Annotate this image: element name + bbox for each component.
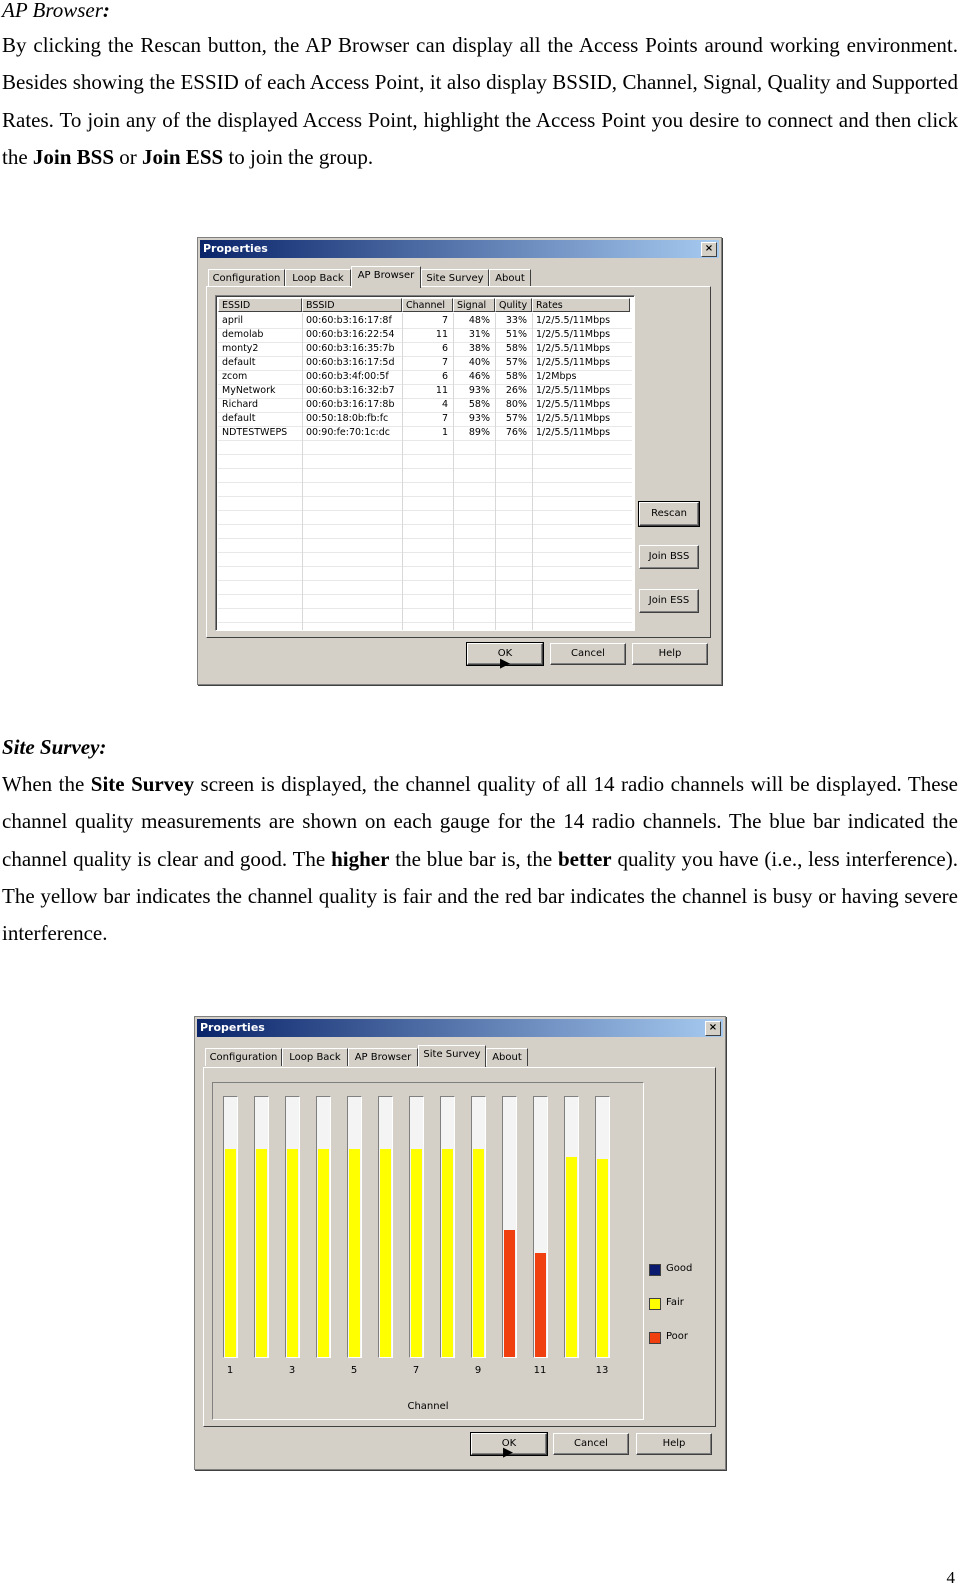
- channel-bar-12: [566, 1157, 577, 1357]
- close-icon[interactable]: ×: [705, 1021, 721, 1036]
- text-run: or: [114, 144, 143, 169]
- channel-gauge-4: [316, 1096, 331, 1358]
- column-divider: [532, 313, 533, 630]
- cell-essid: default: [222, 413, 256, 424]
- cell-rates: 1/2/5.5/11Mbps: [536, 329, 611, 340]
- channel-bar-5: [349, 1149, 360, 1357]
- channel-gauge-1: [223, 1096, 238, 1358]
- channel-gauge-13: [595, 1096, 610, 1358]
- legend-swatch-good: [649, 1264, 661, 1276]
- cell-bssid: 00:60:b3:16:35:7b: [306, 343, 395, 354]
- legend-label-fair: Fair: [666, 1297, 684, 1308]
- table-row[interactable]: [218, 356, 632, 371]
- channel-axis-label: Channel: [407, 1401, 449, 1412]
- properties-dialog-site-survey: [194, 1016, 726, 1470]
- table-row[interactable]: [218, 426, 632, 441]
- tab-ap-browser[interactable]: AP Browser: [351, 266, 421, 288]
- cell-essid: zcom: [222, 371, 248, 382]
- cell-signal: 38%: [468, 343, 490, 354]
- cell-qulity: 76%: [505, 427, 527, 438]
- cell-channel: 6: [441, 371, 448, 382]
- tab-site-survey[interactable]: Site Survey: [418, 1045, 486, 1067]
- cell-bssid: 00:60:b3:4f:00:5f: [306, 371, 389, 382]
- channel-bar-1: [225, 1149, 236, 1357]
- tab-site-survey[interactable]: Site Survey: [421, 269, 489, 287]
- ok-button[interactable]: OK: [471, 1433, 547, 1455]
- table-row[interactable]: [218, 314, 632, 329]
- empty-row: [218, 482, 632, 497]
- legend-label-poor: Poor: [666, 1331, 689, 1342]
- help-button[interactable]: Help: [636, 1433, 712, 1455]
- cell-essid: MyNetwork: [222, 385, 276, 396]
- empty-row: [218, 496, 632, 511]
- cell-qulity: 57%: [505, 413, 527, 424]
- text-run: quality you have (i.e., less interference). The yellow bar indicates the channel quality is fair and the red bar indicates the channel is busy or having severe interference.: [2, 846, 958, 946]
- legend-label-good: Good: [666, 1263, 693, 1274]
- empty-row: [218, 510, 632, 525]
- channel-tick-label: 5: [350, 1365, 358, 1376]
- cell-bssid: 00:60:b3:16:32:b7: [306, 385, 395, 396]
- column-divider: [302, 313, 303, 630]
- close-icon[interactable]: ×: [701, 242, 717, 257]
- site-survey-paragraph: [2, 766, 958, 952]
- cell-essid: april: [222, 315, 244, 326]
- column-header-rates[interactable]: Rates: [532, 298, 630, 312]
- cell-qulity: 58%: [505, 343, 527, 354]
- cell-signal: 48%: [468, 315, 490, 326]
- cell-qulity: 57%: [505, 357, 527, 368]
- cell-signal: 93%: [468, 413, 490, 424]
- cell-bssid: 00:50:18:0b:fb:fc: [306, 413, 389, 424]
- cell-bssid: 00:60:b3:16:22:54: [306, 329, 395, 340]
- channel-gauge-6: [378, 1096, 393, 1358]
- channel-gauge-11: [533, 1096, 548, 1358]
- cell-signal: 40%: [468, 357, 490, 368]
- cell-channel: 7: [441, 357, 448, 368]
- empty-row: [218, 566, 632, 581]
- empty-row: [218, 552, 632, 567]
- empty-row: [218, 580, 632, 595]
- table-row[interactable]: [218, 384, 632, 399]
- channel-tick-label: 3: [288, 1365, 296, 1376]
- rescan-button[interactable]: Rescan: [639, 502, 699, 526]
- page-number: 4: [946, 1568, 955, 1587]
- dialog-titlebar: Properties ×: [200, 240, 719, 258]
- empty-row: [218, 594, 632, 609]
- cell-signal: 93%: [468, 385, 490, 396]
- bold-term: better: [557, 846, 612, 871]
- cell-channel: 7: [441, 413, 448, 424]
- cell-essid: NDTESTWEPS: [222, 427, 288, 438]
- channel-tick-label: 1: [226, 1365, 234, 1376]
- cell-channel: 6: [441, 343, 448, 354]
- column-header-channel[interactable]: Channel: [402, 298, 453, 312]
- cell-qulity: 51%: [505, 329, 527, 340]
- cell-bssid: 00:60:b3:16:17:8f: [306, 315, 392, 326]
- channel-bar-7: [411, 1149, 422, 1357]
- table-row[interactable]: [218, 370, 632, 385]
- cell-signal: 31%: [468, 329, 490, 340]
- ok-button[interactable]: OK: [467, 643, 543, 665]
- channel-gauge-10: [502, 1096, 517, 1358]
- channel-gauge-8: [440, 1096, 455, 1358]
- cancel-button[interactable]: Cancel: [550, 643, 626, 665]
- table-row[interactable]: [218, 412, 632, 427]
- channel-bar-6: [380, 1149, 391, 1357]
- channel-gauge-12: [564, 1096, 579, 1358]
- cell-qulity: 26%: [505, 385, 527, 396]
- column-divider: [402, 313, 403, 630]
- cell-signal: 89%: [468, 427, 490, 438]
- text-run: screen is displayed, the channel quality of all 14 radio channels will be displayed. These channel quality measurements are shown on each gauge for the 14 radio channels. The blue bar indicated the channel quality is clear and good. The: [2, 772, 959, 871]
- channel-gauge-5: [347, 1096, 362, 1358]
- channel-bar-13: [597, 1159, 608, 1357]
- tab-panel: [206, 286, 711, 638]
- gauge-frame: [212, 1082, 644, 1420]
- cell-essid: default: [222, 357, 256, 368]
- ap-browser-heading: AP Browser:: [2, 0, 110, 22]
- tab-configuration[interactable]: Configuration: [205, 1048, 282, 1066]
- dialog-titlebar: Properties ×: [197, 1019, 723, 1037]
- cell-essid: Richard: [222, 399, 259, 410]
- ap-browser-paragraph: [2, 27, 958, 176]
- text-run: to join the group.: [223, 144, 374, 169]
- join-bss-button[interactable]: Join BSS: [639, 545, 699, 569]
- tab-ap-browser[interactable]: AP Browser: [348, 1048, 418, 1066]
- cell-channel: 11: [435, 329, 448, 340]
- empty-row: [218, 454, 632, 469]
- legend-swatch-poor: [649, 1332, 661, 1344]
- text-run: the blue bar is, the: [389, 846, 558, 871]
- join-ess-button[interactable]: Join ESS: [639, 589, 699, 613]
- text-run: By clicking the Rescan button, the AP Browser can display all the Access Points around working environment. Besides showing the ESSID of each Access Point, it also display BSSID, Channel, Signal, Quality and Supported Rates. To join any of the displayed Access Point, highlight the Access Point you desire to connect and then click the: [2, 33, 958, 169]
- cell-rates: 1/2/5.5/11Mbps: [536, 427, 611, 438]
- empty-row: [218, 524, 632, 539]
- tab-configuration[interactable]: Configuration: [208, 269, 285, 287]
- cell-essid: demolab: [222, 329, 264, 340]
- channel-bar-4: [318, 1149, 329, 1357]
- column-header-qulity[interactable]: Qulity: [495, 298, 532, 312]
- empty-row: [218, 608, 632, 623]
- cell-qulity: 33%: [505, 315, 527, 326]
- bold-term: Join ESS: [142, 144, 224, 169]
- cell-rates: 1/2/5.5/11Mbps: [536, 413, 611, 424]
- channel-bar-8: [442, 1149, 453, 1357]
- ap-list[interactable]: [215, 295, 635, 631]
- cell-rates: 1/2/5.5/11Mbps: [536, 343, 611, 354]
- cell-bssid: 00:60:b3:16:17:5d: [306, 357, 395, 368]
- cell-channel: 11: [435, 385, 448, 396]
- cell-qulity: 80%: [505, 399, 527, 410]
- mouse-cursor-icon: ▶: [503, 1445, 513, 1460]
- cell-bssid: 00:90:fe:70:1c:dc: [306, 427, 390, 438]
- cell-qulity: 58%: [505, 371, 527, 382]
- cell-rates: 1/2/5.5/11Mbps: [536, 399, 611, 410]
- channel-bar-2: [256, 1149, 267, 1357]
- channel-gauge-2: [254, 1096, 269, 1358]
- table-row[interactable]: [218, 342, 632, 357]
- cell-rates: 1/2/5.5/11Mbps: [536, 357, 611, 368]
- help-button[interactable]: Help: [632, 643, 708, 665]
- cell-channel: 4: [441, 399, 448, 410]
- column-header-essid[interactable]: ESSID: [218, 298, 302, 312]
- cell-channel: 1: [441, 427, 448, 438]
- table-row[interactable]: [218, 328, 632, 343]
- site-survey-heading: Site Survey:: [2, 735, 107, 759]
- bold-term: higher: [331, 846, 390, 871]
- cell-bssid: 00:60:b3:16:17:8b: [306, 399, 395, 410]
- cell-signal: 46%: [468, 371, 490, 382]
- cell-signal: 58%: [468, 399, 490, 410]
- legend-swatch-fair: [649, 1298, 661, 1310]
- channel-gauge-7: [409, 1096, 424, 1358]
- cell-channel: 7: [441, 315, 448, 326]
- properties-dialog-ap-browser: [197, 237, 722, 685]
- cell-rates: 1/2/5.5/11Mbps: [536, 315, 611, 326]
- cell-rates: 1/2Mbps: [536, 371, 577, 382]
- column-divider: [453, 313, 454, 630]
- channel-gauge-9: [471, 1096, 486, 1358]
- tab-loop-back[interactable]: Loop Back: [282, 1048, 348, 1066]
- empty-row: [218, 440, 632, 455]
- channel-bar-9: [473, 1149, 484, 1357]
- bold-term: Join BSS: [32, 144, 115, 169]
- channel-tick-label: 7: [412, 1365, 420, 1376]
- channel-tick-label: 13: [595, 1365, 609, 1376]
- mouse-cursor-icon: ▶: [500, 656, 510, 671]
- tab-panel: [203, 1067, 716, 1427]
- channel-tick-label: 11: [533, 1365, 547, 1376]
- cell-rates: 1/2/5.5/11Mbps: [536, 385, 611, 396]
- cancel-button[interactable]: Cancel: [553, 1433, 629, 1455]
- channel-bar-11: [535, 1253, 546, 1357]
- channel-gauge-3: [285, 1096, 300, 1358]
- channel-bar-10: [504, 1230, 515, 1357]
- table-row[interactable]: [218, 398, 632, 413]
- bold-term: Site Survey: [90, 772, 195, 796]
- column-header-bssid[interactable]: BSSID: [302, 298, 402, 312]
- tab-about[interactable]: About: [486, 1048, 528, 1066]
- channel-tick-label: 9: [474, 1365, 482, 1376]
- ap-list-header: [218, 298, 632, 313]
- cell-essid: monty2: [222, 343, 259, 354]
- tab-about[interactable]: About: [489, 269, 531, 287]
- column-divider: [495, 313, 496, 630]
- tab-loop-back[interactable]: Loop Back: [285, 269, 351, 287]
- empty-row: [218, 538, 632, 553]
- empty-row: [218, 468, 632, 483]
- column-header-signal[interactable]: Signal: [453, 298, 495, 312]
- text-run: When the: [2, 772, 91, 796]
- channel-bar-3: [287, 1149, 298, 1357]
